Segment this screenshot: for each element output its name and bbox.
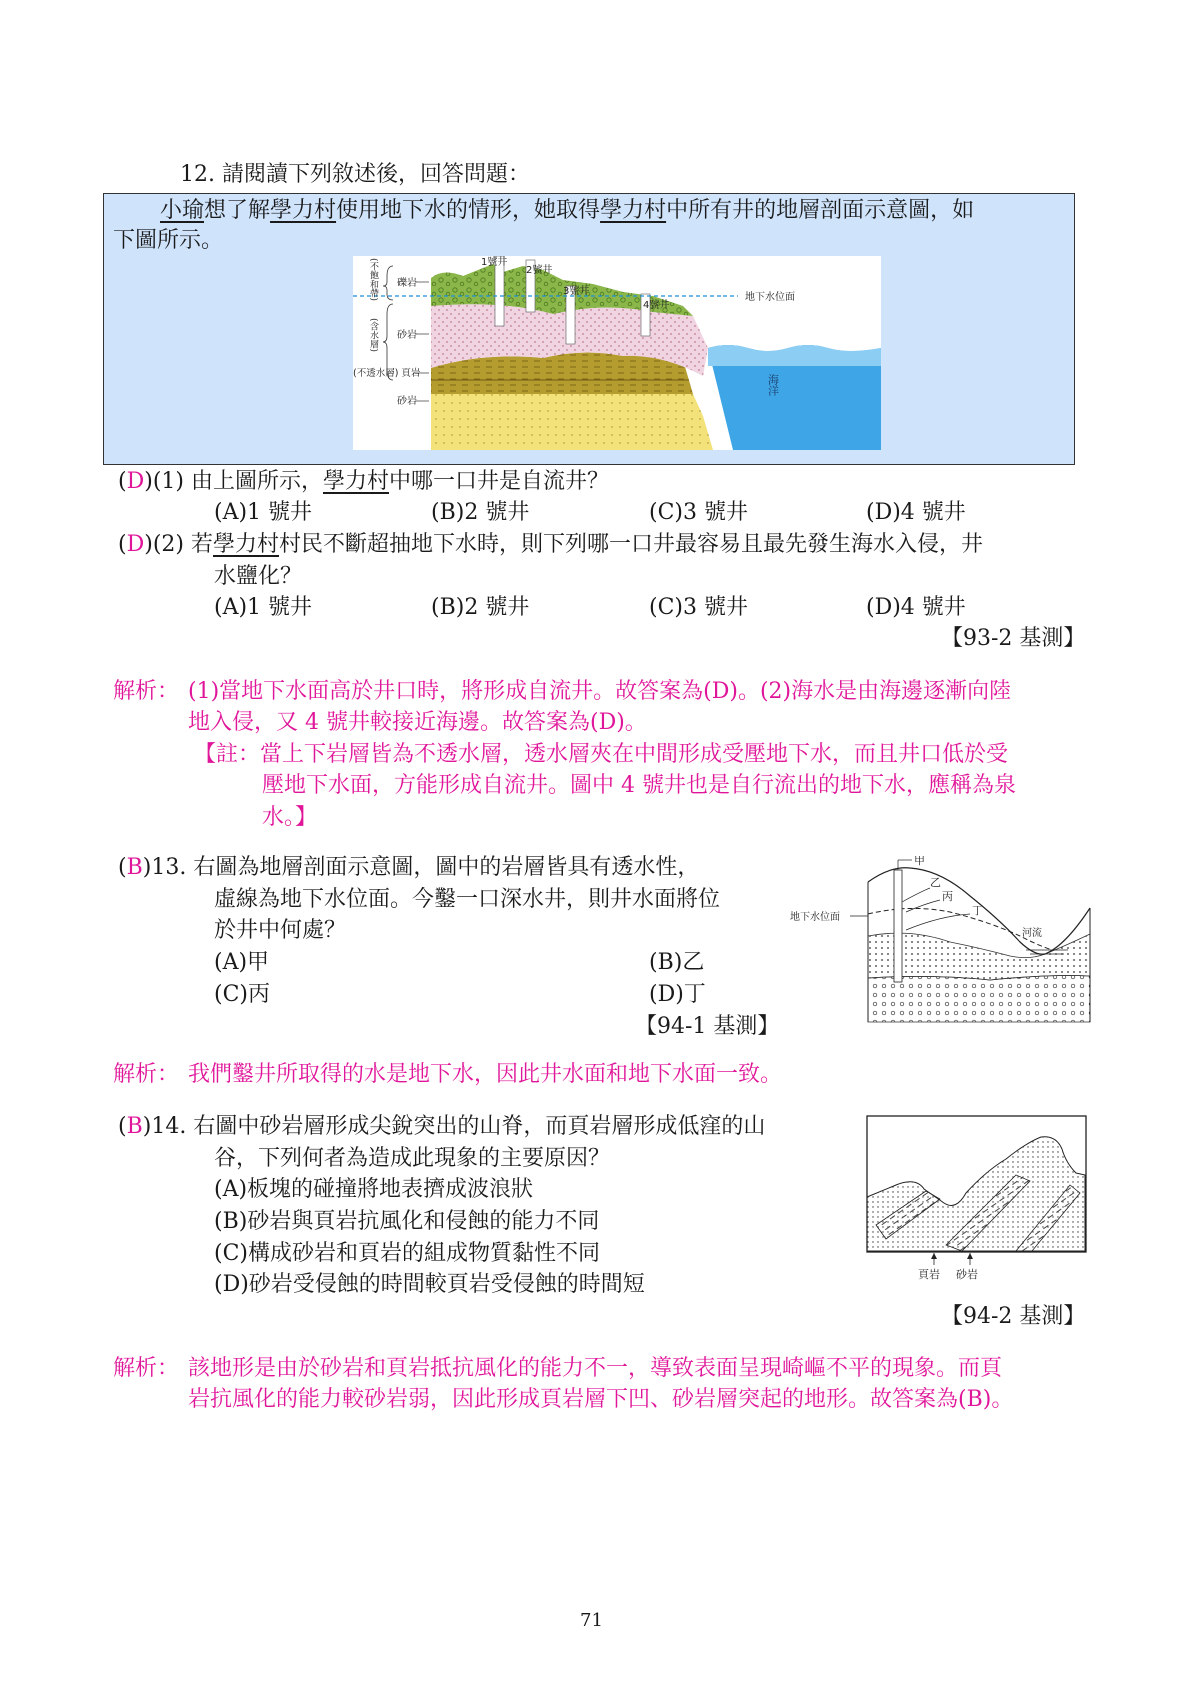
label-bing: 丙: [942, 890, 953, 903]
label-well-4: 4號井: [643, 300, 670, 311]
analysis-note3: 水。】: [262, 805, 318, 830]
groundwater-profile-figure: [790, 856, 1092, 1024]
option-c: (C)3 號井: [649, 595, 748, 620]
q12-sub2: (D)(2) 若學力村村民不斷超抽地下水時，則下列哪一口井最容易且最先發生海水入侵，井: [118, 532, 984, 557]
q12-sub2-line2: 水鹽化？: [214, 564, 303, 589]
name-village: 學力村: [323, 469, 390, 494]
source-tag: 【94-2 基測】: [941, 1304, 1086, 1329]
name-village: 學力村: [600, 198, 667, 223]
q13-text: 13. 右圖為地層剖面示意圖，圖中的岩層皆具有透水性，: [151, 855, 700, 880]
q13-line2: 虛線為地下水位面。今鑿一口深水井，則井水面將位: [214, 887, 721, 912]
sub-number: (2) 若: [152, 532, 213, 557]
sub-text: 中哪一口井是自流井？: [389, 469, 610, 494]
analysis-label: 解析：: [113, 679, 180, 704]
option-b: (B)2 號井: [431, 500, 530, 525]
option-d: (D)砂岩受侵蝕的時間較頁岩受侵蝕的時間短: [214, 1272, 645, 1297]
name-xiaoyu: 小瑜: [160, 198, 205, 223]
analysis-note2: 壓地下水面，方能形成自流井。圖中 4 號井也是自行流出的地下水，應稱為泉: [262, 773, 1016, 798]
label-well-1: 1號井: [481, 257, 508, 268]
answer-mark: D: [126, 532, 145, 557]
q14-line1: (B)14. 右圖中砂岩層形成尖銳突出的山脊，而頁岩層形成低窪的山: [118, 1114, 766, 1139]
passage-text: 使用地下水的情形，她取得: [336, 198, 601, 223]
answer-mark: D: [126, 469, 145, 494]
option-b: (B)砂岩與頁岩抗風化和侵蝕的能力不同: [214, 1209, 600, 1234]
option-d: (D)4 號井: [866, 500, 966, 525]
q12-stem: 12. 請閱讀下列敘述後，回答問題：: [180, 162, 530, 187]
analysis-label: 解析：: [113, 1356, 180, 1381]
source-tag: 【94-1 基測】: [635, 1014, 780, 1039]
option-a: (A)1 號井: [214, 500, 313, 525]
analysis-text: 我們鑿井所取得的水是地下水，因此井水面和地下水面一致。: [188, 1062, 783, 1087]
sub-text: 村民不斷超抽地下水時，則下列哪一口井最容易且最先發生海水入侵，井: [279, 532, 984, 557]
label-shale: 頁岩: [918, 1268, 940, 1281]
q12-sub1: (D)(1) 由上圖所示，學力村中哪一口井是自流井？: [118, 469, 610, 494]
q12-passage-line2: 下圖所示。: [113, 228, 224, 253]
label-sandstone-bottom: 砂岩: [397, 396, 417, 407]
name-village: 學力村: [213, 532, 280, 557]
sub-number: (1) 由上圖所示，: [152, 469, 323, 494]
analysis-note1: 【註：當上下岩層皆為不透水層，透水層夾在中間形成受壓地下水，而且井口低於受: [194, 742, 1009, 767]
deep-well: [894, 870, 902, 982]
answer-mark: B: [126, 1114, 143, 1139]
answer-mark: B: [126, 855, 143, 880]
label-river: 河流: [1022, 928, 1042, 939]
analysis-line2: 地入侵，又 4 號井較接近海邊。故答案為(D)。: [188, 710, 647, 735]
option-c: (C)構成砂岩和頁岩的組成物質黏性不同: [214, 1241, 601, 1266]
label-water-table: 地下水位面: [790, 912, 840, 923]
option-a: (A)1 號井: [214, 595, 313, 620]
option-c: (C)3 號井: [649, 500, 748, 525]
label-sandstone: 砂岩: [956, 1268, 978, 1281]
label-unsaturated-zone: (不飽和帶): [368, 258, 378, 302]
option-b: (B)2 號井: [431, 595, 530, 620]
analysis-line1: (1)當地下水面高於井口時，將形成自流井。故答案為(D)。(2)海水是由海邊逐漸向陸: [188, 679, 1012, 704]
q13-line3: 於井中何處？: [214, 918, 347, 943]
option-c: (C)丙: [214, 982, 270, 1007]
label-well-2: 2號井: [526, 265, 553, 276]
label-yi: 乙: [930, 876, 941, 889]
ridge-valley-figure: [866, 1115, 1088, 1281]
q14-line2: 谷，下列何者為造成此現象的主要原因？: [214, 1146, 611, 1171]
analysis-label: 解析：: [113, 1062, 180, 1087]
name-village: 學力村: [270, 198, 337, 223]
label-ding: 丁: [972, 904, 983, 917]
analysis-line1: 該地形是由於砂岩和頁岩抵抗風化的能力不一，導致表面呈現崎嶇不平的現象。而頁: [188, 1356, 1003, 1381]
label-sea: 海洋: [766, 374, 780, 396]
q14-text: 14. 右圖中砂岩層形成尖銳突出的山脊，而頁岩層形成低窪的山: [151, 1114, 766, 1139]
option-d: (D)丁: [649, 982, 706, 1007]
label-well-3: 3號井: [563, 286, 590, 297]
option-a: (A)甲: [214, 950, 270, 975]
option-a: (A)板塊的碰撞將地表擠成波浪狀: [214, 1177, 534, 1202]
option-d: (D)4 號井: [866, 595, 966, 620]
passage-text: 想了解: [204, 198, 271, 223]
label-aquifer: (含水層): [368, 318, 378, 353]
well-cross-section-figure: [353, 256, 881, 450]
label-conglomerate: 礫岩: [397, 278, 417, 289]
option-b: (B)乙: [649, 950, 705, 975]
page-number: 71: [580, 1610, 603, 1631]
q12-passage-line1: [160, 196, 974, 226]
label-jia: 甲: [914, 856, 925, 867]
analysis-line2: 岩抗風化的能力較砂岩弱，因此形成頁岩層下凹、砂岩層突起的地形。故答案為(B)。: [188, 1387, 1014, 1412]
passage-text: 中所有井的地層剖面示意圖，如: [666, 198, 975, 223]
source-tag: 【93-2 基測】: [941, 626, 1086, 651]
label-water-table: 地下水位面: [745, 292, 795, 303]
label-shale: (不透水層) 頁岩: [353, 368, 421, 379]
q13-line1: (B)13. 右圖為地層剖面示意圖，圖中的岩層皆具有透水性，: [118, 855, 700, 880]
label-sandstone: 砂岩: [397, 330, 417, 341]
